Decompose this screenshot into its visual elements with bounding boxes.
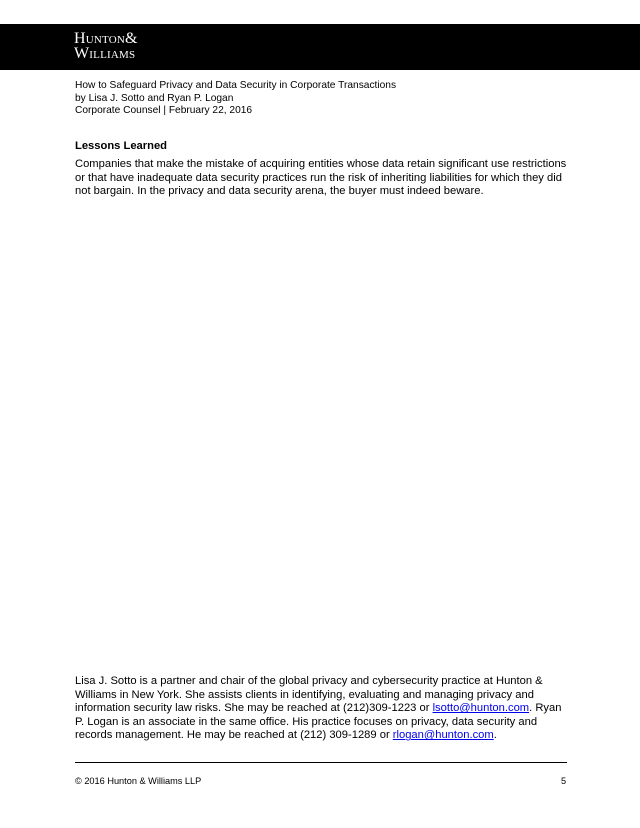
page-number: 5: [561, 776, 567, 786]
email-link-logan[interactable]: rlogan@hunton.com: [392, 729, 494, 742]
section-paragraph: Companies that make the mistake of acquiring entities whose data retain significant use restrictions or that have inadequate data security practices run the risk of inheriting liabilities for which they did not bargain. In the privacy and data security arena, the buyer must indeed beware.: [75, 158, 567, 198]
header-banner: [0, 24, 640, 70]
logo-line-2: Williams: [74, 45, 136, 62]
bio-text-1: Lisa J. Sotto is a partner and chair of the global privacy and cybersecurity practice at Hunton & Williams in New York. She assists clients in identifying, evaluating and managing privacy and information security law risks. She may be reached at (212)309-1223 or: [75, 675, 543, 715]
bio-text-2: . Ryan P. Logan is an associate in the same office. His practice focuses on privacy, data security and records management. He may be reached at (212) 309-1289 or: [75, 702, 562, 742]
author-bio: [75, 675, 572, 743]
bio-text-3: .: [493, 729, 497, 742]
article-meta: [75, 80, 396, 118]
footer-divider: [75, 762, 567, 763]
article-title: How to Safeguard Privacy and Data Security in Corporate Transactions: [75, 80, 397, 91]
lessons-section: [75, 139, 575, 199]
section-heading: Lessons Learned: [75, 140, 168, 152]
firm-logo: [74, 31, 138, 61]
article-source: Corporate Counsel | February 22, 2016: [75, 105, 253, 116]
article-byline: by Lisa J. Sotto and Ryan P. Logan: [75, 92, 234, 104]
footer-copyright: © 2016 Hunton & Williams LLP: [75, 776, 202, 786]
email-link-sotto[interactable]: lsotto@hunton.com: [432, 702, 530, 715]
logo-line-1: Hunton&: [74, 30, 138, 47]
